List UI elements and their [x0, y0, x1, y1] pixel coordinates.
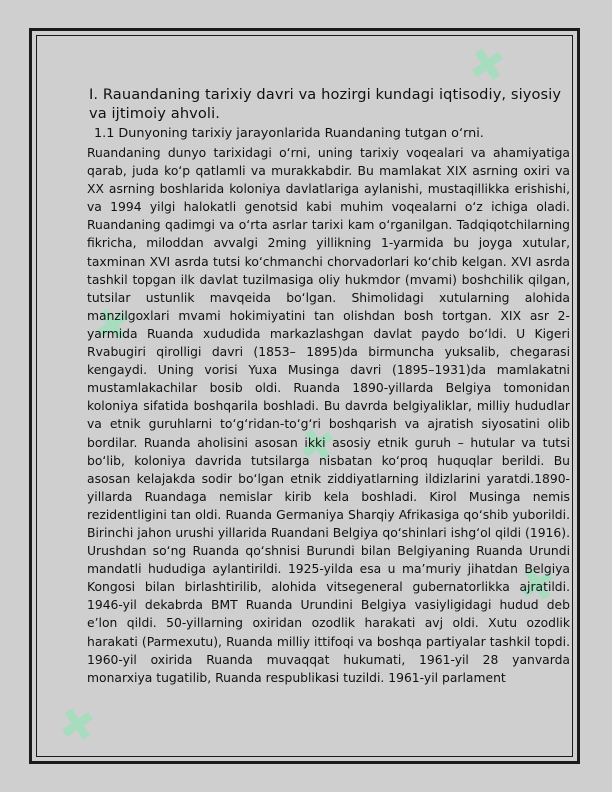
watermark-mark: ✚	[288, 414, 349, 477]
document-content	[87, 85, 570, 687]
watermark-mark: ✚	[83, 294, 144, 357]
watermark-mark: ✚	[508, 554, 569, 617]
subsection-heading: 1.1 Dunyoning tarixiy jarayonlarida Ruandaning tutgan o‘rni.	[94, 126, 484, 141]
body-paragraph: Ruandaning dunyo tarixidagi o‘rni, uning tarixiy voqealari va ahamiyatiga qarab, juda ko‘p qatlamli va murakkabdir. Bu mamlakat XIX asrning oxiri va XX asrning boshlarida koloniya davlatlariga aylanishi, mustaqillikka erishishi, va 1994 yilgi halokatli genotsid kabi muhim voqealarni o‘z ichiga oladi. Ruandaning qadimgi va o‘rta asrlar tarixi kam o‘rganilgan. Tadqiqotchilarning fikricha, miloddan avvalgi 2ming yillikning 1-yarmida bu joyga xutular, taxminan XVI asrda tutsi ko‘chmanchi chorvadorlari ko‘chib kelgan. XVI asrda tashkil topgan ilk davlat tuzilmasiga oliy hukmdor (mvami) boshchilik qilgan, tutsilar ustunlik mavqeida bo‘lgan. Shimolidagi xutularning alohida manzilgoxlari mvami hokimiyatini tan olishdan bosh tortgan. XIX asr 2-yarmida Ruanda xududida markazlashgan davlat paydo bo‘ldi. U Kigeri Rvabugiri qirolligi davri (1853– 1895)da birmuncha yuksalib, chegarasi kengaydi. Uning vorisi Yuxa Musinga davri (1895–1931)da mamlakatni mustamlakachilar bosib oldi. Ruanda 1890-yillarda Belgiya tomonidan koloniya sifatida boshqarila boshladi. Bu davrda belgiyaliklar, milliy hududlar va etnik guruhlarni to‘g‘ridan-to‘g‘ri boshqarish va ajratish siyosatini olib bordilar. Ruanda aholisini asosan ikki asosiy etnik guruh – hutular va tutsi bo‘lib, koloniya davrida tutsilarga nisbatan ko‘proq huquqlar berildi. Bu asosan kelajakda sodir bo‘lgan etnik ziddiyatlarning ildizlarini yaratdi.1890-yillarda Ruandaga nemislar kirib kela boshladi. Kirol Musinga nemis rezidentligini tan oldi. Ruanda Germaniya Sharqiy Afrikasiga qo‘shib yuborildi. Birinchi jahon urushi yillarida Ruandani Belgiya qo‘shinlari ishg‘ol qildi (1916). Urushdan so‘ng Ruanda qo‘shnisi Burundi bilan Belgiyaning Ruanda Urundi mandatli hududiga aylantirildi. 1925-yilda esa u ma’muriy jihatdan Belgiya Kongosi bilan birlashtirilib, alohida vitsegeneral gubernatorlikka ajratildi. 1946-yil dekabrda BMT Ruanda Urundini Belgiya vasiyligidagi hudud deb e’lon qildi. 50-yillarning oxiridan ozodlik harakati avj oldi. Xutu ozodlik harakati (Parmexutu), Ruanda milliy ittifoqi va boshqa partiyalar tashkil topdi. 1960-yil oxirida Ruanda muvaqqat hukumati, 1961-yil 28 yanvarda monarxiya tugatilib, Ruanda respublikasi tuzildi. 1961-yil parlament	[87, 146, 570, 685]
section-heading: I. Rauandaning tarixiy davri va hozirgi kundagi iqtisodiy, siyosiy va ijtimoiy ahvoli.	[89, 86, 562, 122]
watermark-mark: ✚	[458, 34, 519, 97]
watermark-mark: ✚	[48, 694, 109, 757]
